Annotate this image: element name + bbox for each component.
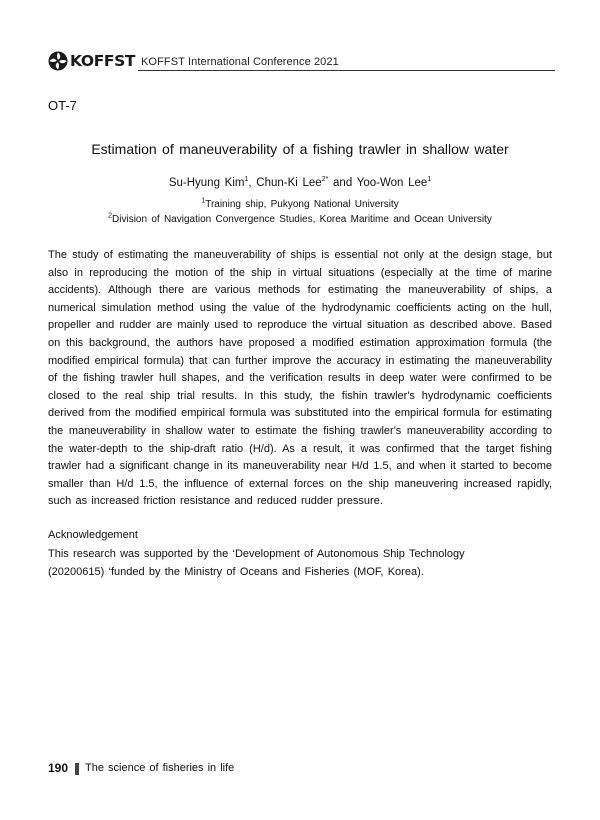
author-separator: ,	[248, 177, 257, 189]
affiliation	[0, 214, 600, 225]
author-name: Yoo-Won Lee	[356, 177, 428, 189]
author-affiliation-mark: 1	[427, 176, 432, 184]
acknowledgement-line: This research was supported by the ‘Development of Autonomous Ship Technology	[48, 548, 465, 560]
paper-title: Estimation of maneuverability of a fishing trawler in shallow water	[91, 141, 509, 157]
abstract-body: The study of estimating the maneuverability of ships is essential not only at the design stage, but also in reproducing the motion of the ship in virtual situations (especially at the time of marine accidents). Although there are various methods for estimating the maneuverability of ships, a numerical simulation method using the value of the hydrodynamic coefficients acting on the hull, propeller and rudder are mainly used to reproduce the virtual situation as described above. Based on this background, the authors have proposed a modified estimation approximation formula (the modified empirical formula) that can further improve the accuracy in estimating the maneuverability of the fishing trawler hull shapes, and the verification results in deep water were confirmed to be closed to the real ship trial results. In this study, the fishin trawler's hydrodynamic coefficients derived from the modified empirical formula was substituted into the empirical formula for estimating the maneuverability in shallow water to estimate the fishing trawler's maneuverability according to the water-depth to the ship-draft ratio (H/d). As a result, it was confirmed that the target fishing trawler had a significant change in its maneuverability near H/d 1.5, and when it started to become smaller than H/d 1.5, the influence of external forces on the ship maneuvering increased rapidly, such as increased friction resistance and reduced rudder pressure.	[48, 249, 552, 508]
page-header	[48, 51, 555, 71]
affiliation	[0, 199, 600, 210]
author-separator: and	[328, 177, 357, 189]
koffst-logo-icon	[48, 51, 68, 71]
footer-running-title: The science of fisheries in life	[85, 762, 235, 774]
affiliation-text: Division of Navigation Convergence Studies, Korea Maritime and Ocean University	[112, 214, 492, 225]
acknowledgement-body	[48, 546, 552, 581]
acknowledgement-heading: Acknowledgement	[48, 529, 138, 541]
header-rule	[138, 70, 555, 71]
session-code: OT-7	[48, 98, 77, 113]
logo-wordmark: KOFFST	[70, 52, 136, 70]
conference-title: KOFFST International Conference 2021	[141, 56, 339, 68]
vertical-bar-icon	[75, 763, 79, 775]
author-name: Su-Hyung Kim	[168, 177, 245, 189]
page-number: 190	[48, 761, 69, 775]
author-name: Chun-Ki Lee	[256, 177, 322, 189]
affiliation-text: Training ship, Pukyong National University	[205, 199, 399, 210]
acknowledgement-line: (20200615) ‘funded by the Ministry of Oceans and Fisheries (MOF, Korea).	[48, 565, 424, 578]
author-affiliation-mark: 2*	[321, 176, 329, 184]
affiliation-mark: 1	[201, 197, 206, 205]
affiliation-mark: 2	[108, 212, 113, 220]
author-affiliation-mark: 1	[244, 176, 249, 184]
author-list	[0, 177, 600, 189]
